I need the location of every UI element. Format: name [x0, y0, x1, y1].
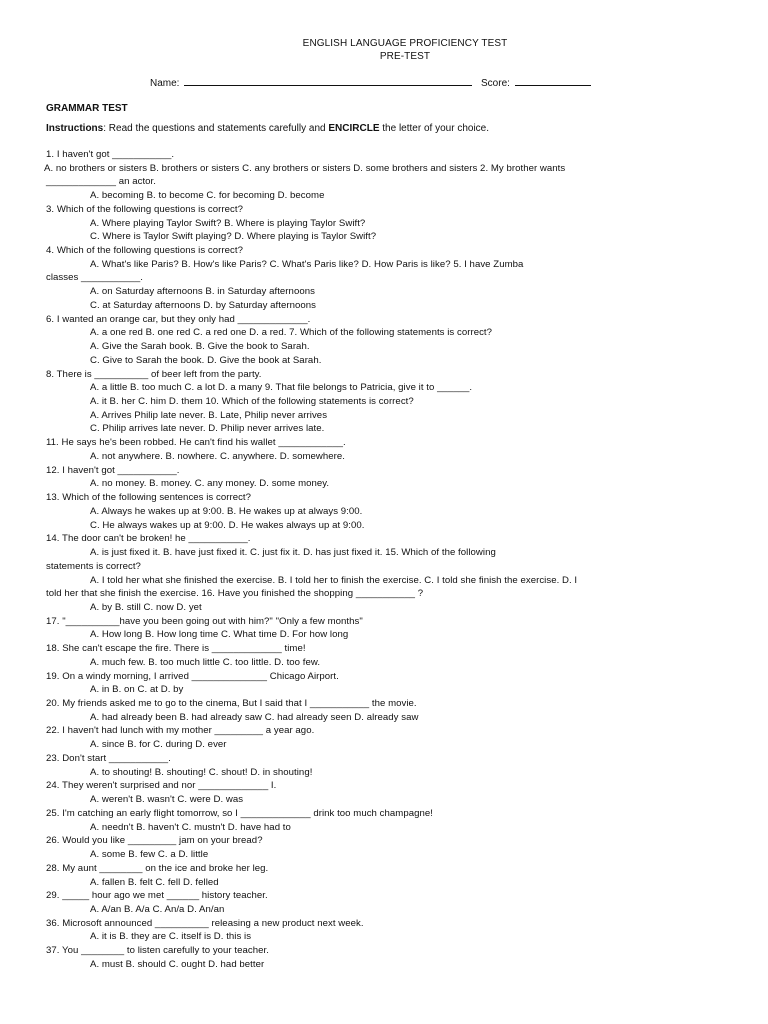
- test-subtitle: PRE-TEST: [379, 51, 431, 62]
- question-line: 17. "__________have you been going out with him?" "Only a few months": [46, 616, 363, 627]
- question-line: 6. I wanted an orange car, but they only had _____________.: [46, 314, 311, 325]
- answer-line: A. some B. few C. a D. little: [90, 849, 209, 860]
- question-line: statements is correct?: [46, 561, 141, 572]
- answer-line: A. on Saturday afternoons B. in Saturday afternoons: [90, 286, 315, 297]
- score-label: Score:: [481, 78, 510, 89]
- answer-line: A. fallen B. felt C. fell D. felled: [90, 877, 219, 888]
- question-line: 8. There is __________ of beer left from the party.: [46, 369, 262, 380]
- question-line: told her that she finish the exercise. 16. Have you finished the shopping ___________ ?: [46, 588, 424, 599]
- answer-line: C. Give to Sarah the book. D. Give the book at Sarah.: [90, 355, 322, 366]
- answer-line: A. to shouting! B. shouting! C. shout! D. in shouting!: [90, 767, 313, 778]
- question-line: _____________ an actor.: [46, 176, 156, 187]
- question-line: 23. Don't start ___________.: [46, 753, 171, 764]
- answer-line: A. a one red B. one red C. a red one D. a red. 7. Which of the following statements is correct?: [90, 327, 493, 338]
- question-line: 25. I'm catching an early flight tomorrow, so I _____________ drink too much champagne!: [46, 808, 433, 819]
- answer-line: A. it is B. they are C. itself is D. this is: [90, 931, 252, 942]
- name-label: Name:: [150, 78, 180, 89]
- question-line: 3. Which of the following questions is correct?: [46, 204, 243, 215]
- name-blank[interactable]: [184, 76, 472, 86]
- question-line: classes ___________.: [46, 272, 144, 283]
- answer-line: A. Where playing Taylor Swift? B. Where is playing Taylor Swift?: [90, 218, 366, 229]
- answer-line: A. What's like Paris? B. How's like Paris? C. What's Paris like? D. How Paris is like? 5. I have Zumba: [90, 259, 524, 270]
- answer-line: A. I told her what she finished the exercise. B. I told her to finish the exercise. C. I told she finish the exercise. D. I: [90, 575, 578, 586]
- answer-line: A. no money. B. money. C. any money. D. some money.: [90, 478, 330, 489]
- answer-line: A. a little B. too much C. a lot D. a many 9. That file belongs to Patricia, give it to ______.: [90, 382, 473, 393]
- answer-line: A. not anywhere. B. nowhere. C. anywhere. D. somewhere.: [90, 451, 345, 462]
- answer-line: A. needn't B. haven't C. mustn't D. have had to: [90, 822, 291, 833]
- score-blank[interactable]: [515, 76, 591, 86]
- question-line: 14. The door can't be broken! he ___________.: [46, 533, 251, 544]
- answer-line: A. since B. for C. during D. ever: [90, 739, 227, 750]
- answer-line: C. at Saturday afternoons D. by Saturday afternoons: [90, 300, 316, 311]
- name-score-line: [150, 76, 591, 91]
- question-line: 12. I haven't got ___________.: [46, 465, 180, 476]
- answer-line: A. had already been B. had already saw C. had already seen D. already saw: [90, 712, 419, 723]
- answer-line: A. How long B. How long time C. What time D. For how long: [90, 629, 349, 640]
- answer-line: A. in B. on C. at D. by: [90, 684, 184, 695]
- question-line: 26. Would you like _________ jam on your bread?: [46, 835, 263, 846]
- question-line: 19. On a windy morning, I arrived ______________ Chicago Airport.: [46, 671, 339, 682]
- instructions-text-after: the letter of your choice.: [379, 123, 490, 134]
- answer-line: A. is just fixed it. B. have just fixed it. C. just fix it. D. has just fixed it. 15. Which of the following: [90, 547, 496, 558]
- question-line: 36. Microsoft announced __________ releasing a new product next week.: [46, 918, 364, 929]
- instructions-label: Instructions: [46, 123, 104, 134]
- answer-line: A. by B. still C. now D. yet: [90, 602, 202, 613]
- section-title: GRAMMAR TEST: [46, 103, 128, 114]
- answer-line: A. Arrives Philip late never. B. Late, Philip never arrives: [90, 410, 328, 421]
- instructions-emphasis: ENCIRCLE: [328, 123, 380, 134]
- question-line: 1. I haven't got ___________.: [46, 149, 175, 160]
- question-line: 22. I haven't had lunch with my mother _________ a year ago.: [46, 725, 315, 736]
- answer-line: A. Always he wakes up at 9:00. B. He wakes up at always 9:00.: [90, 506, 363, 517]
- answer-line: A. becoming B. to become C. for becoming D. become: [90, 190, 325, 201]
- question-line: 20. My friends asked me to go to the cinema, But I said that I ___________ the movie.: [46, 698, 417, 709]
- answer-line: C. He always wakes up at 9:00. D. He wakes always up at 9:00.: [90, 520, 365, 531]
- answer-line: A. A/an B. A/a C. An/a D. An/an: [90, 904, 225, 915]
- answer-line: A. it B. her C. him D. them 10. Which of the following statements is correct?: [90, 396, 414, 407]
- instructions-text-before: : Read the questions and statements carefully and: [103, 123, 329, 134]
- answer-line: A. much few. B. too much little C. too little. D. too few.: [90, 657, 321, 668]
- answer-line: A. must B. should C. ought D. had better: [90, 959, 265, 970]
- answer-line: A. Give the Sarah book. B. Give the book to Sarah.: [90, 341, 310, 352]
- question-line: 37. You ________ to listen carefully to your teacher.: [46, 945, 269, 956]
- answer-line: A. weren't B. wasn't C. were D. was: [90, 794, 244, 805]
- answer-line: C. Philip arrives late never. D. Philip never arrives late.: [90, 423, 325, 434]
- answer-line: C. Where is Taylor Swift playing? D. Where playing is Taylor Swift?: [90, 231, 377, 242]
- question-line: 13. Which of the following sentences is correct?: [46, 492, 252, 503]
- question-line: 29. _____ hour ago we met ______ history teacher.: [46, 890, 268, 901]
- test-title: ENGLISH LANGUAGE PROFICIENCY TEST: [302, 38, 508, 49]
- question-line: 24. They weren't surprised and nor _____________ I.: [46, 780, 277, 791]
- question-line: 11. He says he's been robbed. He can't find his wallet ____________.: [46, 437, 346, 448]
- question-line: 28. My aunt ________ on the ice and broke her leg.: [46, 863, 269, 874]
- answer-line: A. no brothers or sisters B. brothers or sisters C. any brothers or sisters D. some brothers and sisters 2. My brother wants: [44, 163, 566, 174]
- instructions: [46, 122, 489, 135]
- question-line: 18. She can't escape the fire. There is _____________ time!: [46, 643, 306, 654]
- question-line: 4. Which of the following questions is correct?: [46, 245, 243, 256]
